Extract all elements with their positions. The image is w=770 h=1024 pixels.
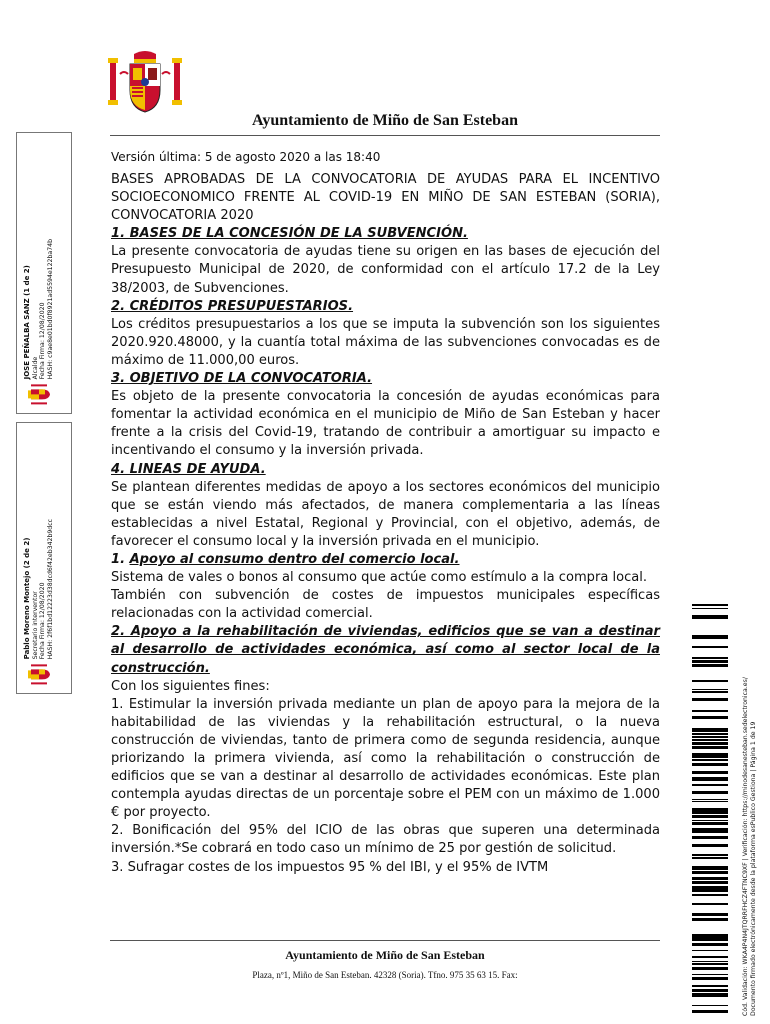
signature-block [24, 519, 54, 685]
signer-role: Alcalde [31, 356, 39, 379]
signature-box-2 [16, 422, 72, 694]
seal-icon [27, 383, 51, 405]
intro-paragraph: BASES APROBADAS DE LA CONVOCATORIA DE AYUDAS PARA EL INCENTIVO SOCIOECONOMICO FRENTE AL COVID-19 EN MIÑO DE SAN ESTEBAN (SORIA), CONVOCATORIA 2020 [111, 172, 660, 224]
header-divider [110, 135, 660, 136]
seal-icon [27, 663, 51, 685]
line-1-text-2: También con subvención de costes de impuestos municipales específicas relacionadas con la actividad comercial. [111, 588, 660, 622]
section-4-heading: 4. LINEAS DE AYUDA. [111, 461, 266, 477]
validation-line-2: Documento firmado electrónicamente desde la plataforma esPublico Gestiona | Página 1 de 19 [750, 721, 757, 1016]
signature-hash: HASH: c9ae8e01bd0f8921ad5594e122ba74b [46, 238, 54, 379]
line-2-heading: 2. Apoyo a la rehabilitación de viviendas, edificios que se van a destinar al desarrollo de actividades económica, así como al sector local de la construcción. [111, 624, 660, 676]
signature-date: Fecha Firma: 12/08/2020 [39, 582, 47, 659]
signer-role: Secretario interventor [31, 590, 39, 659]
barcode-icon [692, 604, 728, 1016]
line-2-item-3: 3. Sufragar costes de los impuestos 95 % del IBI, y el 95% de IVTM [111, 859, 549, 875]
section-1-heading: 1. BASES DE LA CONCESIÓN DE LA SUBVENCIÓN. [111, 226, 468, 242]
validation-text [742, 677, 758, 1016]
section-2-heading: 2. CRÉDITOS PRESUPUESTARIOS. [111, 298, 354, 314]
signature-date: Fecha Firma: 12/08/2020 [39, 302, 47, 379]
section-3-text: Es objeto de la presente convocatoria la concesión de ayudas económicas para fomentar la actividad económica en el municipio de Miño de San Esteban y hacer frente a la crisis del Covid-19, tratando de contribuir a amortiguar su impacto e incentivando el consumo y la inversión privada. [111, 389, 660, 459]
section-3-heading: 3. OBJETIVO DE LA CONVOCATORIA. [111, 371, 373, 387]
footer-title: Ayuntamiento de Miño de San Esteban [285, 948, 485, 962]
line-1-heading [111, 551, 660, 569]
footer-address: Plaza, nº1, Miño de San Esteban. 42328 (Soria). Tfno. 975 35 63 15. Fax: [252, 970, 518, 980]
coat-of-arms-icon [106, 50, 184, 114]
signer-name: Pablo Moreno Montejo (2 de 2) [23, 537, 31, 659]
signature-box-1 [16, 132, 72, 414]
validation-line-1: Cód. Validación: WKA4P4N4JTQRRFHCZ4FTNC9XF | Verificación: https://minodesanesteban.sedelectronica.es/ [742, 677, 749, 1016]
line-2-item-2: 2. Bonificación del 95% del ICIO de las obras que superen una determinada inversión.*Se cobrará en todo caso un mínimo de 25 por gestión de solicitud. [111, 823, 660, 857]
line-1-number: 1. [111, 551, 130, 567]
line-2-intro: Con los siguientes fines: [111, 678, 270, 694]
signature-block [24, 239, 54, 405]
footer-divider [110, 940, 660, 941]
line-1-text-1: Sistema de vales o bonos al consumo que actúe como estímulo a la compra local. [111, 570, 648, 586]
document-body [111, 171, 660, 877]
section-1-text: La presente convocatoria de ayudas tiene su origen en las bases de ejecución del Presupuesto Municipal de 2020, de conformidad con el artículo 17.2 de la Ley 38/2003, de Subvenciones. [111, 244, 660, 296]
page-title: Ayuntamiento de Miño de San Esteban [252, 112, 518, 129]
section-4-text: Se plantean diferentes medidas de apoyo a los sectores económicos del municipio que se están viendo más afectados, de manera complementaria a las líneas establecidas a nivel Estatal, Regional y Provincial, con el objetivo, además, de favorecer el consumo local y la inversión privada en el municipio. [111, 479, 660, 549]
signer-name: JOSE PEÑALBA SANZ (1 de 2) [23, 264, 31, 379]
version-note: Versión última: 5 de agosto 2020 a las 18:40 [111, 150, 381, 164]
section-2-text: Los créditos presupuestarios a los que se imputa la subvención son los siguientes 2020.920.48000, y la cuantía total máxima de las subvenciones convocadas es de máximo de 11.000,00 euros. [111, 316, 660, 368]
line-2-item-1: 1. Estimular la inversión privada mediante un plan de apoyo para la mejora de la habitabilidad de las viviendas y la rehabilitación estructural, o la nueva construcción de viviendas, tanto de primera como de segunda residencia, aunque priorizando la primera vivienda, así como la rehabilitación o construcción de edificios que se van a destinar al desarrollo de actividades económicas. Este plan contempla ayudas directas de un porcentaje sobre el PEM con un máximo de 1.000 € por proyecto. [111, 696, 660, 821]
line-1-title: Apoyo al consumo dentro del comercio local. [129, 551, 460, 567]
signature-hash: HASH: 2f6f1bd12223d38dcd6f42eb342b9dcc [46, 518, 54, 659]
